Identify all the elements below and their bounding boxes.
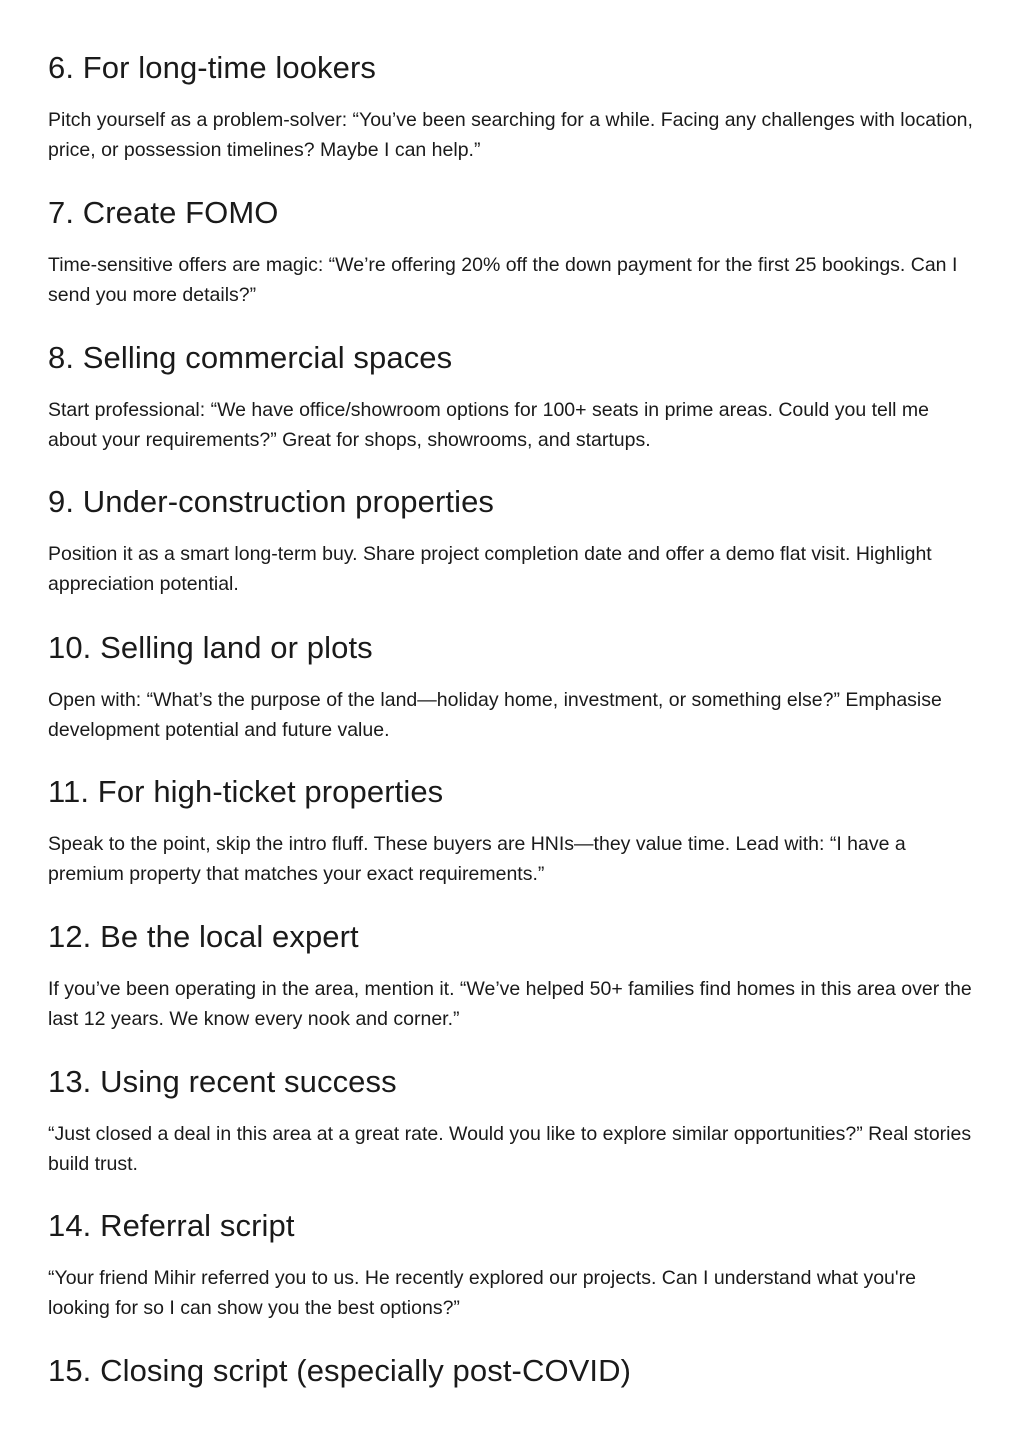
section-paragraph: Start professional: “We have office/showroom options for 100+ seats in prime areas. Could you tell me about your requirements?” Great for shops, showrooms, and startups.	[48, 399, 930, 451]
section-commercial-spaces	[48, 338, 988, 451]
section-create-fomo	[48, 193, 988, 306]
section-paragraph: Time-sensitive offers are magic: “We’re offering 20% off the down payment for the first 25 bookings. Can I send you more details?”	[48, 254, 958, 306]
section-heading: 10. Selling land or plots	[48, 630, 373, 665]
section-paragraph: “Just closed a deal in this area at a great rate. Would you like to explore similar opportunities?” Real stories build trust.	[48, 1123, 972, 1175]
section-recent-success	[48, 1062, 988, 1175]
section-paragraph: Pitch yourself as a problem-solver: “You’ve been searching for a while. Facing any challenges with location, price, or possession timelines? Maybe I can help.”	[48, 109, 973, 161]
section-paragraph: Position it as a smart long-term buy. Share project completion date and offer a demo flat visit. Highlight appreciation potential.	[48, 543, 932, 595]
section-heading: 12. Be the local expert	[48, 919, 359, 954]
section-heading: 8. Selling commercial spaces	[48, 340, 453, 375]
section-paragraph: “Your friend Mihir referred you to us. He recently explored our projects. Can I understand what you're looking for so I can show you the best options?”	[48, 1267, 916, 1319]
section-heading: 6. For long-time lookers	[48, 50, 377, 85]
section-land-or-plots	[48, 628, 988, 741]
section-local-expert	[48, 917, 988, 1030]
section-closing-script	[48, 1351, 988, 1391]
section-heading: 7. Create FOMO	[48, 195, 279, 230]
section-heading: 13. Using recent success	[48, 1064, 397, 1099]
section-paragraph: If you’ve been operating in the area, mention it. “We’ve helped 50+ families find homes in this area over the last 12 years. We know every nook and corner.”	[48, 978, 972, 1030]
section-long-time-lookers	[48, 48, 988, 161]
section-heading: 14. Referral script	[48, 1208, 295, 1243]
section-paragraph: Open with: “What’s the purpose of the land—holiday home, investment, or something else?” Emphasise development potential and future value.	[48, 689, 942, 741]
section-paragraph: Speak to the point, skip the intro fluff. These buyers are HNIs—they value time. Lead with: “I have a premium property that matches your exact requirements.”	[48, 833, 906, 885]
section-heading: 9. Under-construction properties	[48, 484, 495, 519]
section-under-construction	[48, 482, 988, 595]
section-high-ticket	[48, 772, 988, 885]
section-heading: 11. For high-ticket properties	[48, 774, 444, 809]
section-heading: 15. Closing script (especially post-COVID)	[48, 1353, 632, 1388]
section-referral-script	[48, 1206, 988, 1319]
